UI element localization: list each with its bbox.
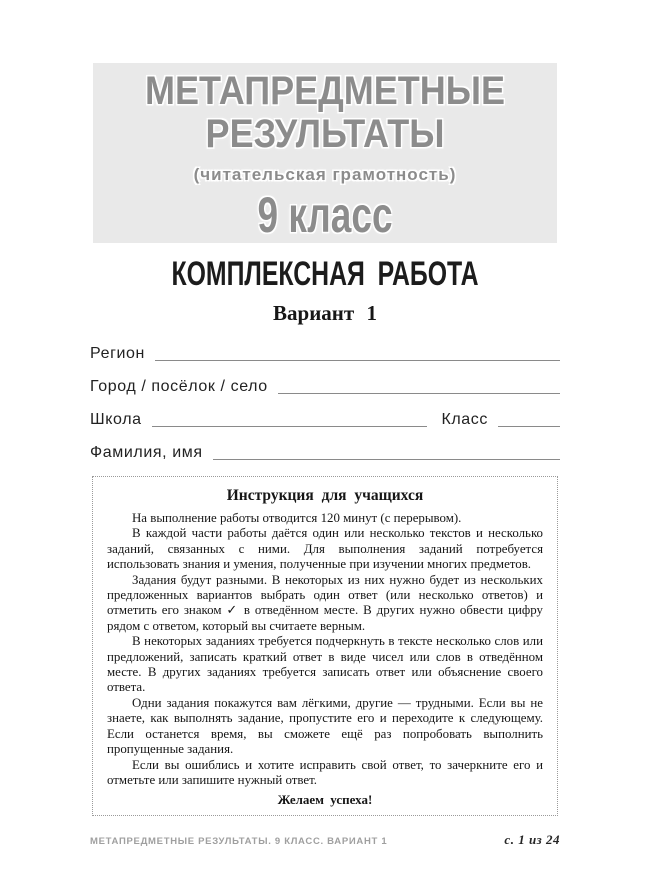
- good-luck-message: Желаем успеха!: [277, 792, 373, 808]
- series-subtitle: (читательская грамотность): [193, 165, 457, 184]
- instructions-paragraph: Задания будут разными. В некоторых из них нужно будет из нескольких предложенных вариантов выбрать один ответ (или несколько ответов) и отметить его знаком ✓ в отведённом месте. В других нужно обвести цифру рядом с ответом, который вы считаете верным.: [107, 572, 543, 633]
- series-title-line1: МЕТАПРЕДМЕТНЫЕ: [144, 69, 506, 113]
- city-input-line[interactable]: [278, 379, 560, 394]
- school-input-line[interactable]: [152, 412, 428, 427]
- grade-label: 9 класс: [257, 187, 393, 243]
- instructions-box: [92, 476, 558, 816]
- form-row-name: [90, 442, 560, 463]
- page-footer: [90, 832, 560, 848]
- title-banner: [93, 63, 557, 243]
- instructions-paragraph: В некоторых заданиях требуется подчеркнуть в тексте несколько слов или предложений, записать краткий ответ в виде чисел или слов в отведённом месте. В других заданиях требуется записать ответ или объяснение своего ответа.: [107, 634, 543, 695]
- student-info-form: [90, 343, 560, 463]
- form-row-school-class: [90, 409, 560, 430]
- region-input-line[interactable]: [155, 346, 560, 361]
- city-label: Город / посёлок / село: [90, 378, 268, 395]
- page-number: с. 1 из 24: [504, 832, 560, 848]
- instructions-paragraph: Если вы ошиблись и хотите исправить свой ответ, то зачеркните его и отметьте или запишите нужный ответ.: [107, 757, 543, 787]
- form-row-region: [90, 343, 560, 364]
- series-title-line2: РЕЗУЛЬТАТЫ: [205, 112, 445, 156]
- instructions-paragraph: В каждой части работы даётся один или несколько текстов и несколько заданий, связанных с ними. Для выполнения заданий потребуется использовать знания и умения, полученные при изучении многих предметов.: [107, 526, 543, 572]
- instructions-paragraph: Одни задания покажутся вам лёгкими, другие — трудными. Если вы не знаете, как выполнять задание, пропустите его и переходите к следующему. Если останется время, вы сможете ещё раз попробовать выполнить пропущенные задания.: [107, 695, 543, 757]
- class-input-line[interactable]: [498, 412, 560, 427]
- variant-label: Вариант 1: [273, 301, 377, 325]
- work-title: КОМПЛЕКСНАЯ РАБОТА: [171, 255, 479, 293]
- region-label: Регион: [90, 345, 145, 362]
- form-row-city: [90, 376, 560, 397]
- running-title: МЕТАПРЕДМЕТНЫЕ РЕЗУЛЬТАТЫ. 9 КЛАСС. ВАРИАНТ 1: [90, 836, 388, 848]
- name-label: Фамилия, имя: [90, 444, 203, 461]
- school-label: Школа: [90, 411, 142, 428]
- class-label: Класс: [441, 411, 488, 428]
- instructions-title: Инструкция для учащихся: [226, 487, 424, 504]
- name-input-line[interactable]: [213, 445, 560, 460]
- instructions-paragraph: На выполнение работы отводится 120 минут (с перерывом).: [132, 511, 462, 525]
